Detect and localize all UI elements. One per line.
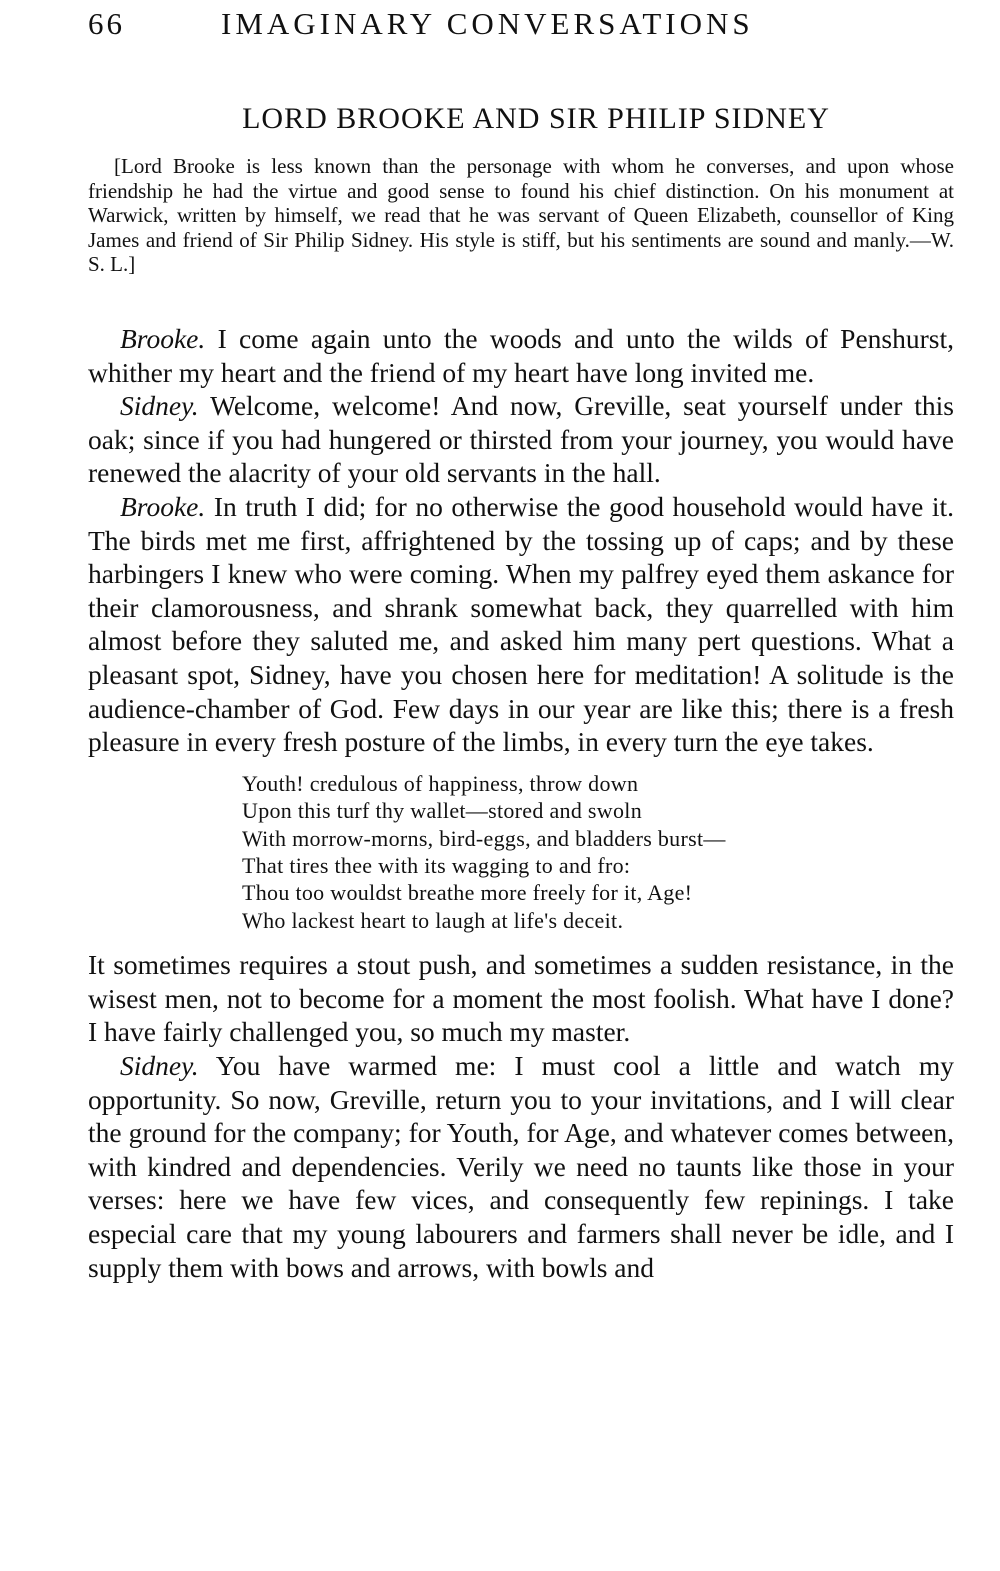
speech-paragraph (88, 389, 954, 490)
dialogue-body (88, 322, 954, 1284)
headnote: [Lord Brooke is less known than the personage with whom he converses, and upon whose friendship he had the virtue and good sense to found his chief distinction. On his monument at Warwick, written by himself, we read that he was servant of Queen Elizabeth, counsellor of King James and friend of Sir Philip Sidney. His style is stiff, but his sentiments are sound and manly.—W. S. L.] (88, 154, 954, 277)
running-head (88, 4, 908, 44)
verse-line: With morrow-morns, bird-eggs, and bladders burst— (242, 825, 726, 851)
speech-paragraph (88, 490, 954, 759)
speaker-name: Brooke. (120, 323, 206, 354)
verse-line: Thou too wouldst breathe more freely for it, Age! (242, 880, 693, 906)
speaker-name: Brooke. (120, 490, 206, 522)
speaker-name: Sidney. (120, 1049, 199, 1081)
speaker-name: Sidney. (120, 390, 199, 422)
speech-paragraph (88, 1049, 954, 1284)
speech-text: I come again unto the woods and unto the wilds of Penshurst, whither my heart and the friend of my heart have long invited me. (88, 323, 954, 388)
verse-line: Youth! credulous of happiness, throw down (242, 770, 639, 796)
speech-text: Welcome, welcome! And now, Greville, seat yourself under this oak; since if you had hungered or thirsted from your journey, you would have renewed the alacrity of your old servants in the hall. (88, 390, 954, 489)
speech-text: You have warmed me: I must cool a little and watch my opportunity. So now, Greville, return you to your invitations, and I will clear the ground for the company; for Youth, for Age, and whatever comes between, with kindred and dependencies. Verily we need no taunts like those in your verses: here we have few vices, and consequently few repinings. I take especial care that my young labourers and farmers shall never be idle, and I supply them with bows and arrows, with bowls and (88, 1049, 954, 1283)
verse-line: That tires thee with its wagging to and fro: (242, 852, 631, 878)
speech-text: In truth I did; for no otherwise the good household would have it. The birds met me first, affrightened by the tossing up of caps; and by these harbingers I knew who were coming. When my palfrey eyed them askance for their clamorousness, and shrank somewhat back, they quarrelled with him almost before they saluted me, and asked him many pert questions. What a pleasant spot, Sidney, have you chosen here for meditation! A solitude is the audience-chamber of God. Few days in our year are like this; there is a fresh pleasure in every fresh posture of the limbs, in every turn the eye takes. (88, 490, 954, 758)
page-number: 66 (88, 6, 125, 41)
verse-line: Who lackest heart to laugh at life's deceit. (242, 907, 624, 933)
verse-line: Upon this turf thy wallet—stored and swoln (242, 798, 642, 824)
book-title: IMAGINARY CONVERSATIONS (221, 6, 754, 41)
speech-paragraph (88, 322, 954, 389)
verse-block (242, 770, 954, 934)
piece-title: LORD BROOKE AND SIR PHILIP SIDNEY (242, 102, 830, 135)
continuation-paragraph: It sometimes requires a stout push, and sometimes a sudden resistance, in the wisest men, not to become for a moment the most foolish. What have I done? I have fairly challenged you, so much my master. (88, 949, 954, 1048)
